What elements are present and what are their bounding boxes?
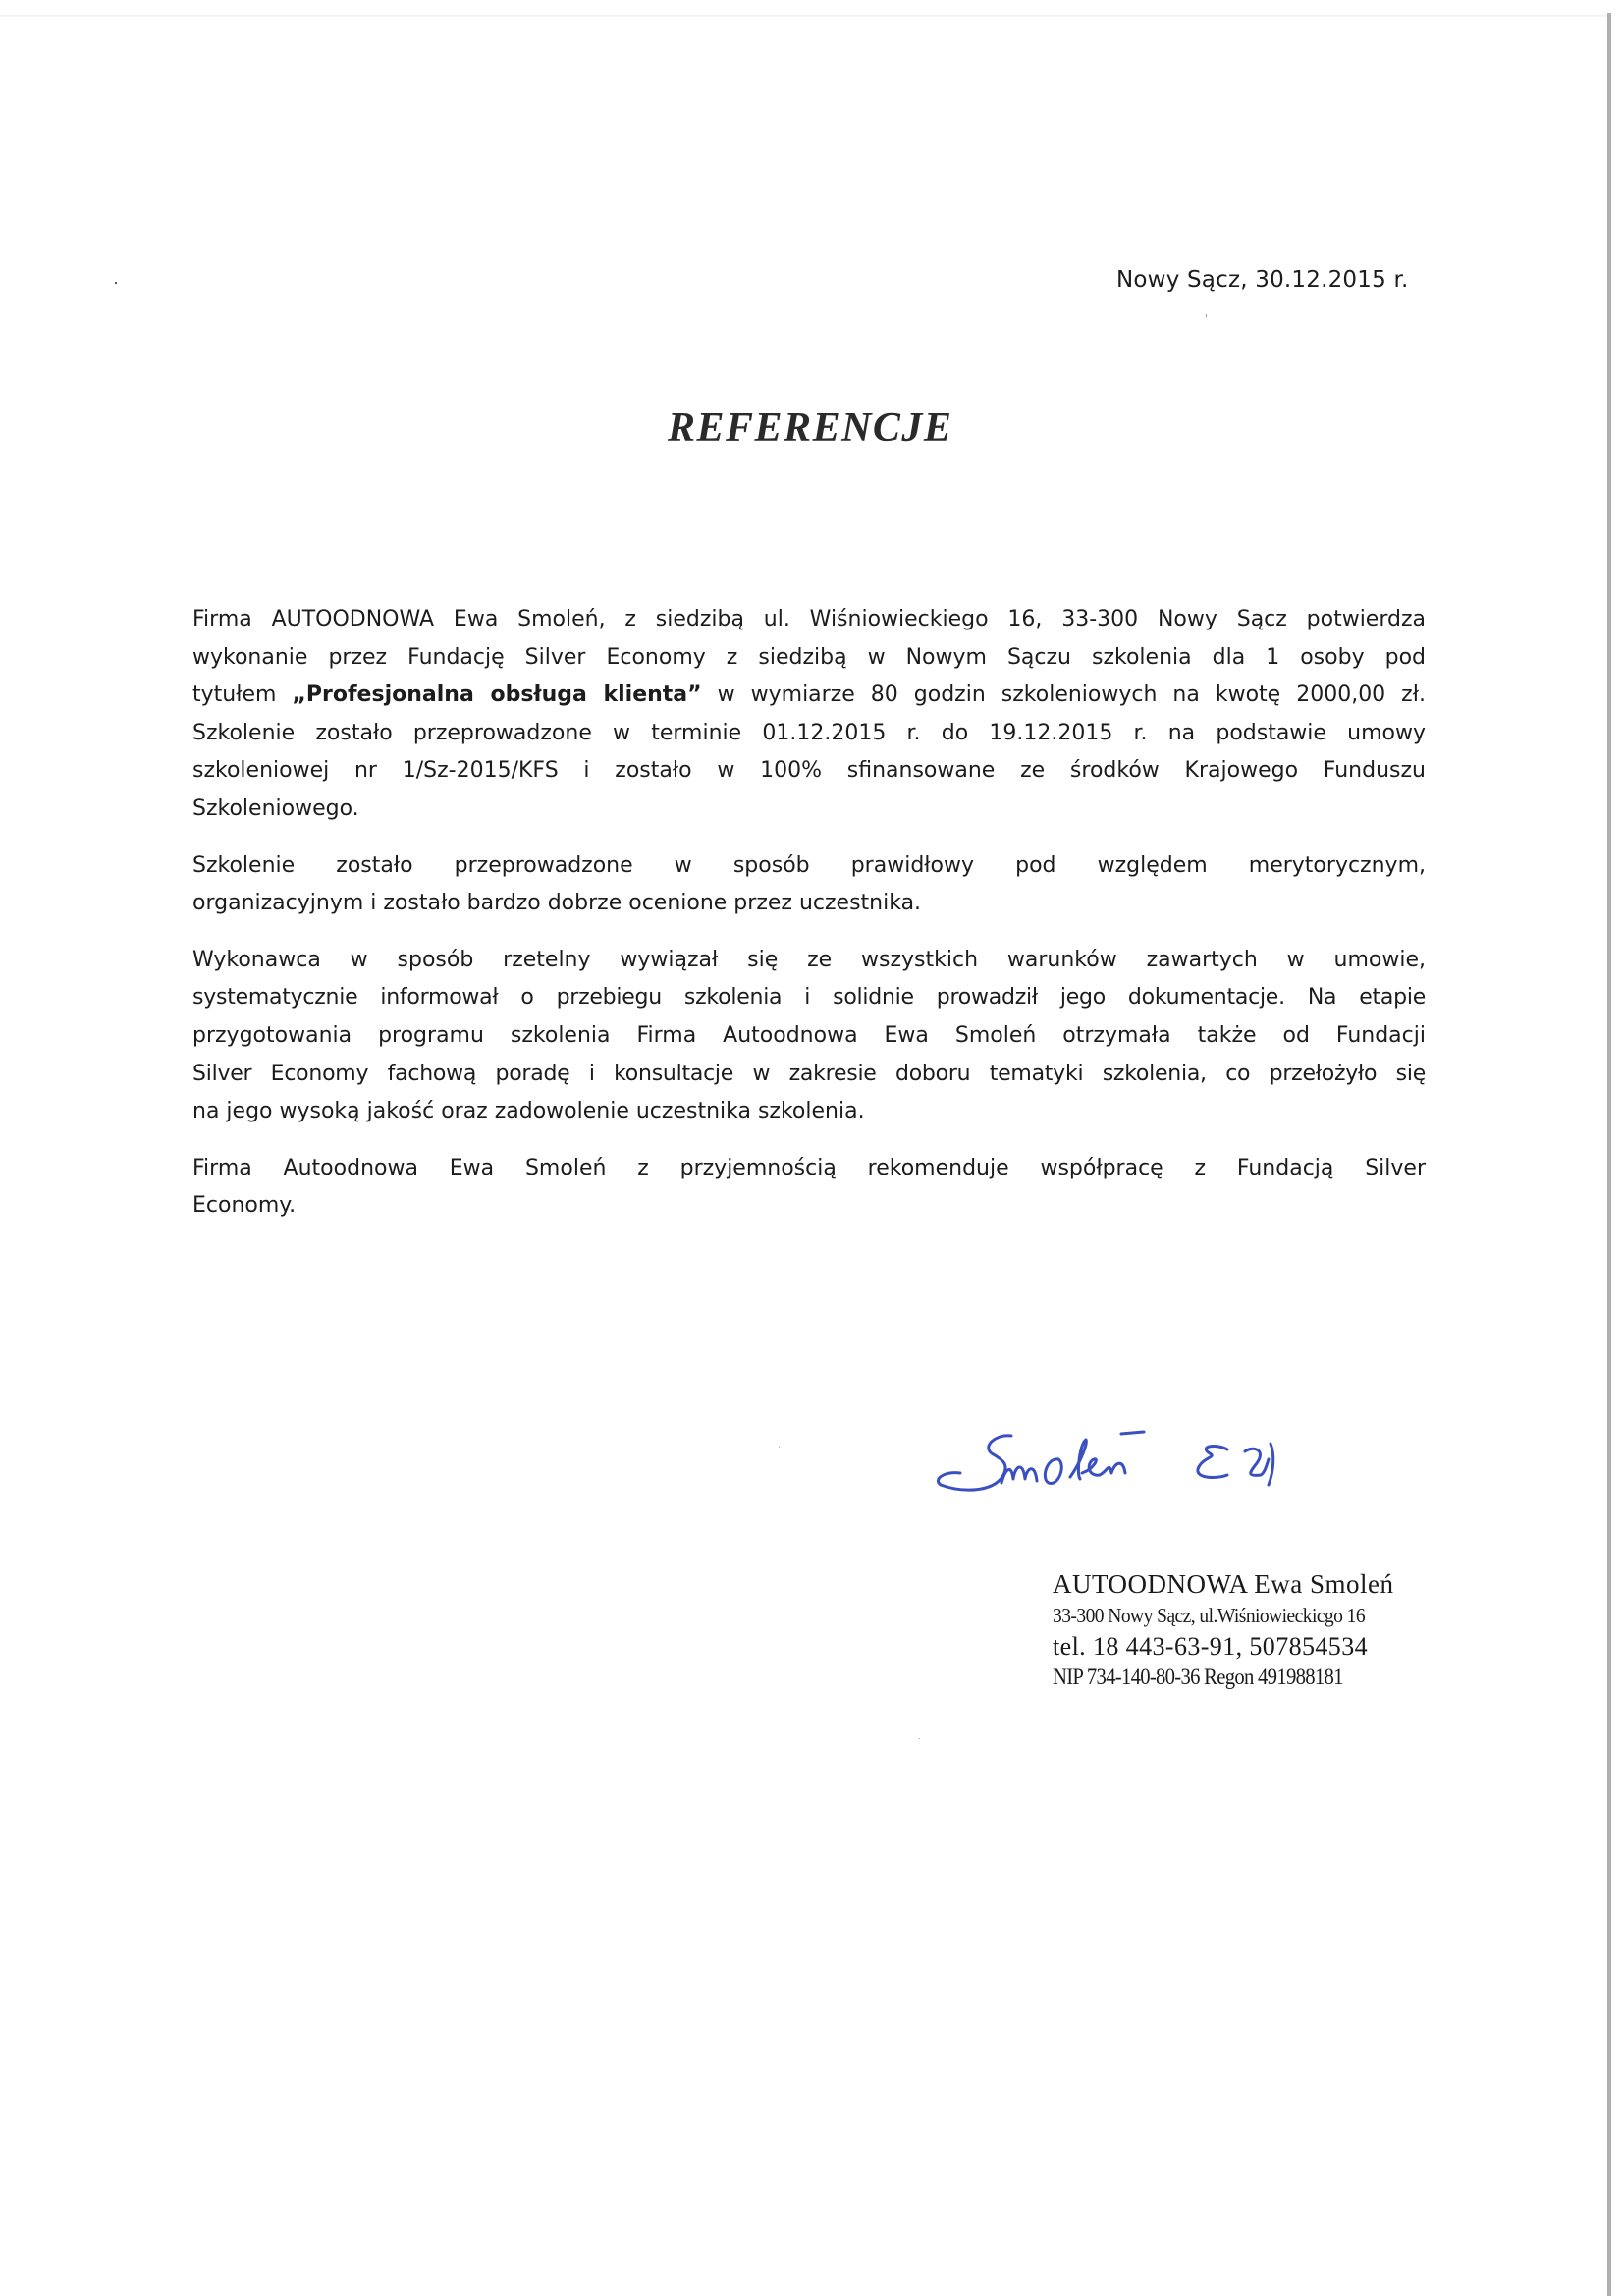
body-text: w wymiarze 80 godzin szkoleniowych na kwotę 2000,00 zł.	[701, 683, 1426, 708]
stamp-company-name: AUTOODNOWA Ewa Smoleń	[1053, 1569, 1394, 1599]
scan-speck	[779, 1447, 780, 1448]
body-line: organizacyjnym i zostało bardzo dobrze ocenione przez uczestnika.	[192, 891, 922, 916]
paragraph-performance	[192, 942, 1426, 1131]
body-line	[192, 677, 1426, 715]
paragraph-recommendation	[192, 1150, 1426, 1226]
scan-right-edge	[1607, 13, 1611, 2296]
body-line: szkoleniowej nr 1/Sz-2015/KFS i zostało w 100% sfinansowane ze środków Krajowego Funduszu	[192, 758, 1426, 784]
stamp-phone: tel. 18 443-63-91, 507854534	[1053, 1632, 1369, 1661]
stamp-tax-ids: NIP 734-140-80-36 Regon 491988181	[1053, 1665, 1343, 1689]
body-line: Firma AUTOODNOWA Ewa Smoleń, z siedzibą ul. Wiśniowieckiego 16, 33-300 Nowy Sącz potwierdza	[192, 607, 1426, 631]
place-and-date: Nowy Sącz, 30.12.2015 r.	[1116, 267, 1409, 293]
body-line: Szkolenie zostało przeprowadzone w sposób prawidłowy pod względem merytorycznym,	[192, 852, 1426, 878]
body-line: na jego wysoką jakość oraz zadowolenie uczestnika szkolenia.	[192, 1099, 865, 1124]
scan-speck	[1206, 314, 1207, 317]
body-line: wykonanie przez Fundację Silver Economy z siedzibą w Nowym Sączu szkolenia dla 1 osoby pod	[192, 644, 1426, 670]
body-line: Economy.	[192, 1193, 297, 1219]
paragraph-assessment	[192, 847, 1426, 923]
signature-icon	[933, 1414, 1316, 1512]
scan-speck	[115, 282, 117, 284]
body-line: przygotowania programu szkolenia Firma Autoodnowa Ewa Smoleń otrzymała także od Fundacji	[192, 1022, 1426, 1048]
body-line: Szkoleniowego.	[192, 795, 359, 821]
paragraph-confirmation	[192, 601, 1426, 829]
body-line: Szkolenie zostało przeprowadzone w terminie 01.12.2015 r. do 19.12.2015 r. na podstawie umowy	[192, 720, 1426, 745]
body-line: Firma Autoodnowa Ewa Smoleń z przyjemnością rekomenduje współpracę z Fundacją Silver	[192, 1155, 1426, 1180]
document-title: REFERENCJE	[668, 406, 953, 451]
scan-top-edge	[0, 15, 1610, 17]
body-line: Silver Economy fachową poradę i konsultacje w zakresie doboru tematyki szkolenia, co przełożyło się	[192, 1061, 1426, 1086]
body-text: tytułem	[192, 683, 293, 708]
company-stamp	[1053, 1571, 1406, 1688]
body-line: systematycznie informował o przebiegu szkolenia i solidnie prowadził jego dokumentacje. Na etapie	[192, 985, 1426, 1011]
handwritten-signature	[933, 1414, 1316, 1512]
body-line: Wykonawca w sposób rzetelny wywiązał się ze wszystkich warunków zawartych w umowie,	[192, 947, 1426, 972]
scan-speck	[919, 1738, 920, 1739]
stamp-address: 33-300 Nowy Sącz, ul.Wiśniowieckicgo 16	[1053, 1604, 1366, 1627]
letter-body	[192, 601, 1426, 1244]
training-title: „Profesjonalna obsługa klienta”	[292, 683, 702, 708]
